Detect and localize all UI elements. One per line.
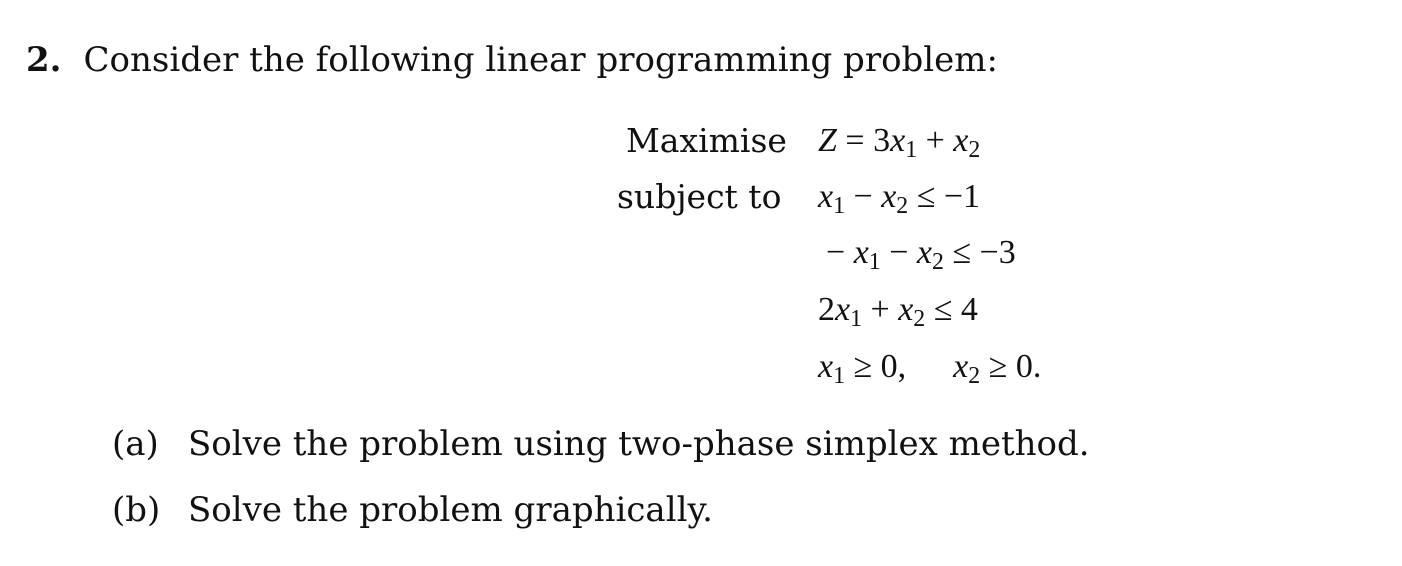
c2-rhs: −3: [979, 234, 1016, 271]
nn-var2: x: [953, 348, 969, 385]
c2-sub1: 1: [868, 248, 881, 275]
objective-relation: =: [845, 122, 865, 159]
c2-var1: x: [853, 234, 869, 271]
nonnegativity-constraints: [818, 348, 1041, 390]
part-a-text: Solve the problem using two-phase simplex method.: [188, 424, 1090, 464]
objective-var2: x: [953, 122, 969, 159]
c3-coef1: 2: [818, 291, 835, 328]
objective-sub1: 1: [905, 136, 918, 163]
objective-var1: x: [890, 122, 906, 159]
part-b: [112, 490, 713, 530]
c3-sub2: 2: [913, 305, 926, 332]
part-a-label: (a): [112, 424, 159, 464]
constraint-3: [818, 291, 978, 333]
c3-var1: x: [835, 291, 851, 328]
c1-relation: ≤: [916, 178, 936, 215]
c1-sub1: 1: [833, 192, 845, 219]
nn-sub2: 2: [968, 362, 981, 389]
part-b-text: Solve the problem graphically.: [188, 490, 713, 530]
problem-number: 2.: [26, 40, 62, 80]
c1-var1: x: [818, 178, 834, 215]
problem-statement: Consider the following linear programming problem:: [83, 40, 998, 80]
objective-sub2: 2: [968, 136, 981, 163]
constraint-1: [818, 178, 980, 220]
objective-lhs: Z: [818, 122, 837, 159]
c3-sub1: 1: [850, 305, 862, 332]
nn-var1: x: [818, 348, 834, 385]
c3-operator: +: [870, 291, 890, 328]
objective-operator: +: [925, 122, 945, 159]
c2-relation: ≤: [952, 234, 972, 271]
c2-lead-sign: −: [826, 234, 846, 271]
c3-relation: ≤: [933, 291, 953, 328]
problem-header: [26, 40, 998, 80]
c2-var2: x: [916, 234, 932, 271]
objective-keyword: Maximise: [626, 121, 787, 160]
objective-coef1: 3: [873, 122, 891, 159]
objective-function: [818, 122, 980, 164]
part-a: [112, 424, 1090, 464]
nn-sub1: 1: [833, 362, 845, 389]
c2-operator: −: [889, 234, 909, 271]
c1-sub2: 2: [896, 192, 909, 219]
c1-var2: x: [881, 178, 897, 215]
c3-rhs: 4: [960, 291, 978, 328]
nn-rhs1: 0,: [880, 348, 907, 385]
nn-relation1: ≥: [853, 348, 873, 385]
c1-operator: −: [853, 178, 873, 215]
constraints-keyword: subject to: [617, 177, 782, 216]
nn-relation2: ≥: [988, 348, 1008, 385]
c1-rhs: −1: [943, 178, 981, 215]
c3-var2: x: [898, 291, 914, 328]
c2-sub2: 2: [931, 248, 944, 275]
part-b-label: (b): [112, 490, 161, 530]
constraint-2: [826, 234, 1016, 276]
nn-rhs2: 0.: [1015, 348, 1042, 385]
